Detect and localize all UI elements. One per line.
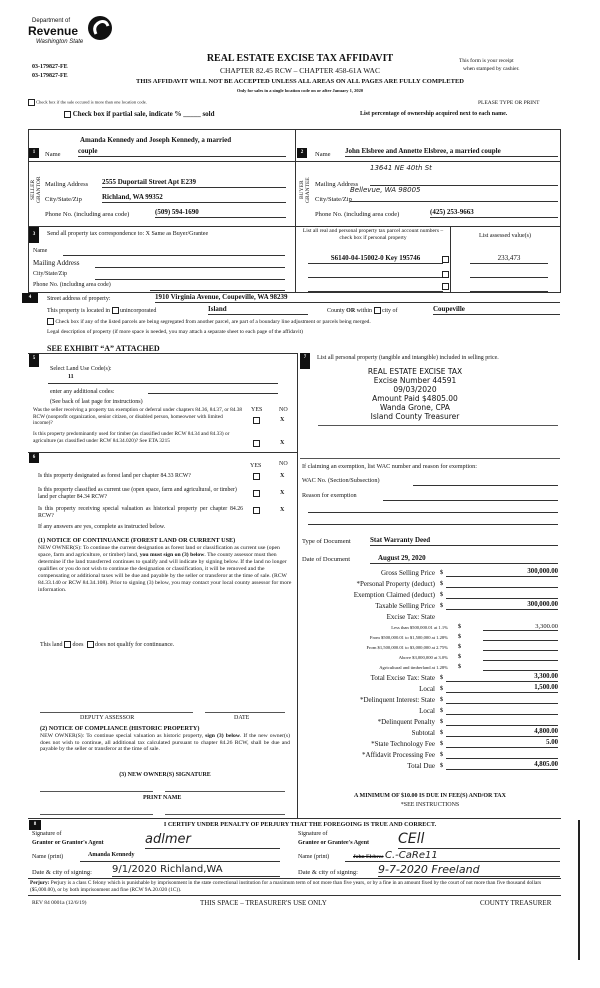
- dollar-sign: $: [440, 686, 443, 692]
- personal-property-checkbox[interactable]: [442, 283, 449, 290]
- seller-city-field[interactable]: Richland, WA 99352: [102, 193, 286, 203]
- sig-of-label: Signature of: [32, 831, 62, 837]
- section-number: 2: [297, 148, 307, 158]
- county-or-city: [327, 307, 398, 314]
- unincorporated-checkbox[interactable]: [112, 307, 119, 314]
- question-text: Is this property classified as current use (open space, farm and agricultural, or timber) land per chapter 84.34 RCW?: [38, 487, 237, 500]
- tax-line-label: Local: [419, 707, 435, 715]
- treasurer-space-label: THIS SPACE – TREASURER'S USE ONLY: [200, 899, 327, 907]
- county-treasurer-label: COUNTY TREASURER: [480, 899, 552, 907]
- dollar-sign: $: [458, 654, 461, 660]
- minimum-note: A MINIMUM OF $10.00 IS DUE IN FEE(S) AND/OR TAX: [354, 793, 506, 799]
- dollar-sign: $: [458, 634, 461, 640]
- tax-calculation: [300, 567, 560, 782]
- tax-line: [300, 622, 560, 632]
- section-number: 3: [29, 227, 39, 243]
- seller-city-label: City/State/Zip: [45, 196, 82, 203]
- dollar-sign: $: [440, 697, 443, 703]
- partial-sale-row: [64, 110, 215, 118]
- notice1-text: [38, 545, 292, 594]
- dollar-sign: $: [458, 624, 461, 630]
- assessed-value-field[interactable]: [470, 268, 548, 278]
- tax-line: [300, 600, 560, 611]
- stamp-line: Excise Number 44591: [373, 376, 457, 385]
- tax-line-label: *Personal Property (deduct): [356, 580, 435, 588]
- dollar-sign: $: [458, 664, 461, 670]
- tax-line-label: Above $3,000,000 at 3.0%: [398, 655, 448, 660]
- within-label: within: [356, 307, 373, 314]
- buyer-phone-label: Phone No. (including area code): [315, 211, 400, 218]
- stamp-line: Island County Treasurer: [370, 412, 460, 421]
- dollar-sign: $: [440, 592, 443, 598]
- notice2-part: . If the new owner(s) does not wish to continue, all additional tax calculated pursuant to chapter 84.26 RCW, shall be due and payable by the seller or transferor at the time of sale.: [40, 733, 290, 753]
- tax-line-value[interactable]: [446, 694, 558, 704]
- dor-logo-icon: [86, 14, 114, 42]
- segregated-checkbox[interactable]: [47, 318, 54, 325]
- tax-line-value[interactable]: [446, 705, 558, 715]
- question-text: Is this property designated as forest land per chapter 84.33 RCW?: [38, 473, 191, 479]
- tax-line: [300, 716, 560, 727]
- tax-line-value[interactable]: [446, 578, 558, 588]
- section-number: 8: [29, 820, 41, 830]
- tax-line-value[interactable]: [446, 716, 558, 726]
- question-text: Is this property predominantly used for timber (as classified under RCW 84.34 and 84.33) or agriculture (as classified under RCW 84.34.020)? See ETA 3215: [33, 431, 230, 444]
- dollar-sign: $: [440, 763, 443, 769]
- doc-type-label: Type of Document: [302, 538, 351, 545]
- grantee-name-field[interactable]: [345, 851, 560, 862]
- tax-line-label: From $1,500,000.01 to $3,000,000 at 2.75%: [366, 645, 448, 650]
- tax-line: [300, 642, 560, 652]
- grantor-date-field[interactable]: 9/1/2020 Richland,WA: [112, 864, 280, 877]
- no-header: NO: [279, 407, 288, 413]
- seller-mail-label: Mailing Address: [45, 181, 89, 188]
- corr-name-label: Name: [33, 248, 48, 254]
- additional-codes-label: enter any additional codes:: [50, 389, 115, 395]
- corr-phone-field[interactable]: [150, 281, 285, 291]
- grantor-agent-label: Grantor or Grantor's Agent: [32, 840, 104, 846]
- no-answer[interactable]: X: [280, 507, 285, 513]
- receipt-note: This form is your receipt: [459, 58, 514, 64]
- dollar-sign: $: [440, 730, 443, 736]
- section-number: 4: [22, 293, 38, 303]
- tax-line-value[interactable]: [483, 632, 558, 641]
- tax-line-value[interactable]: 300,000.00: [446, 600, 558, 610]
- does-not-label: does not qualify for continuance.: [95, 641, 175, 648]
- doc-id: 03-179827-FE: [32, 64, 68, 70]
- see-instructions: *SEE INSTRUCTIONS: [400, 802, 460, 808]
- street-label: Street address of property:: [47, 296, 111, 302]
- section-number: 6: [29, 453, 39, 463]
- tax-line-value[interactable]: 1,500.00: [446, 683, 558, 693]
- reason-label: Reason for exemption: [302, 492, 357, 499]
- buyer-name-label: Name: [315, 151, 331, 158]
- tax-line-label: Local: [419, 685, 435, 693]
- values-header: List assessed value(s): [479, 233, 531, 239]
- yes-header: YES: [251, 407, 263, 413]
- form-revision: REV 84 0001a (12/6/19): [32, 900, 87, 906]
- dollar-sign: $: [440, 719, 443, 725]
- segregated-label: Check box if any of the listed parcels are being segregated from another parcel, are part of a boundary line adjustment or parcels being merged.: [55, 318, 371, 325]
- tax-line: [300, 632, 560, 642]
- dollar-sign: $: [440, 741, 443, 747]
- name-print-label: Name (print): [298, 854, 330, 860]
- continuance-row: [40, 641, 174, 648]
- notice1-part: NEW OWNER(S): To continue the current designation as forest land or classification as current use (open space, farm and agriculture, or timber) land,: [38, 545, 280, 558]
- tax-line: [300, 683, 560, 694]
- doc-type-field[interactable]: Stat Warranty Deed: [370, 536, 558, 546]
- seller-phone-field[interactable]: (509) 594-1690: [155, 208, 286, 218]
- tax-line: [300, 611, 560, 622]
- legal-description-value[interactable]: SEE EXHIBIT “A” ATTACHED: [47, 344, 160, 353]
- tax-line: [300, 760, 560, 771]
- street-address-field[interactable]: 1910 Virginia Avenue, Coupeville, WA 98239: [155, 293, 560, 303]
- seller-name[interactable]: Amanda Kennedy and Joseph Kennedy, a married: [80, 136, 232, 144]
- dollar-sign: $: [440, 603, 443, 609]
- tax-line: [300, 705, 560, 716]
- parcel-number-field[interactable]: S6140-04-15002-0 Key 195746: [308, 254, 443, 264]
- tax-line-value[interactable]: 300,000.00: [446, 567, 558, 577]
- notice2-bold: sign (3) below: [205, 733, 240, 739]
- notice1-bold: you must sign on (3) below: [139, 552, 205, 558]
- certify-statement: I CERTIFY UNDER PENALTY OF PERJURY THAT THE FOREGOING IS TRUE AND CORRECT.: [163, 821, 437, 828]
- city-of-label: city of: [382, 307, 398, 314]
- legal-description-label: Legal description of property (if more space is needed, you may attach a separate sheet to each page of the affidavit): [47, 329, 303, 335]
- tax-line-value[interactable]: [483, 652, 558, 661]
- tax-line-value[interactable]: 4,800.00: [446, 727, 558, 737]
- tax-line-label: Excise Tax: State: [386, 613, 435, 621]
- seller-name-label: Name: [45, 151, 61, 158]
- buyer-city-field[interactable]: Bellevue, WA 98005: [350, 186, 558, 202]
- grantor-signature[interactable]: adlmer: [145, 832, 280, 849]
- partial-sale-checkbox[interactable]: [64, 111, 71, 118]
- wac-label: WAC No. (Section/Subsection): [302, 477, 380, 484]
- yes-checkbox[interactable]: [253, 473, 260, 480]
- reason-field[interactable]: [308, 515, 558, 525]
- no-answer[interactable]: X: [280, 490, 285, 496]
- this-land-label: This land: [40, 641, 63, 648]
- treasurer-stamp: [345, 367, 485, 421]
- or-label: OR: [346, 307, 356, 314]
- tax-line-label: *Affidavit Processing Fee: [362, 751, 435, 759]
- grantee-date-field[interactable]: 9-7-2020 Freeland: [378, 864, 560, 877]
- tax-line-value[interactable]: [446, 589, 558, 599]
- buyer-grantee-label: BUYER GRANTEE: [299, 177, 311, 203]
- tax-line: [300, 727, 560, 738]
- parcel-number-field[interactable]: [308, 268, 443, 278]
- date-city-label: Date & city of signing:: [32, 869, 92, 876]
- section-number: 7: [300, 353, 310, 369]
- buyer-phone-field[interactable]: (425) 253-9663: [430, 208, 558, 218]
- tax-line-label: Subtotal: [411, 729, 435, 737]
- buyer-mail-field[interactable]: 13641 NE 40th St: [370, 164, 558, 186]
- reason-field[interactable]: [383, 491, 558, 501]
- dollar-sign: $: [440, 708, 443, 714]
- ownership-note: List percentage of ownership acquired next to each name.: [360, 111, 508, 117]
- seller-name-line2[interactable]: couple: [78, 147, 286, 157]
- dollar-sign: $: [440, 570, 443, 576]
- does-label: does: [72, 641, 84, 648]
- tax-line-label: *Delinquent Interest: State: [359, 696, 435, 704]
- question-text: Was the seller receiving a property tax exemption or deferral under chapters 84.36, 84.37, or 84.38 RCW (nonprofit organization, senior citizen, or disabled person, homeowner with limited income)?: [33, 407, 243, 426]
- tax-line-label: Less than $500,000.01 at 1.1%: [391, 625, 448, 630]
- stamp-line: Wanda Grone, CPA: [380, 403, 450, 412]
- tax-line-label: Total Excise Tax: State: [370, 674, 435, 682]
- doc-date-field[interactable]: August 29, 2020: [370, 554, 558, 564]
- if-yes-note: If any answers are yes, complete as instructed below.: [38, 524, 166, 530]
- grantor-name-field[interactable]: Amanda Kennedy: [80, 852, 280, 862]
- unincorporated-label: unincorporated: [120, 307, 157, 314]
- yes-checkbox[interactable]: [253, 507, 260, 514]
- land-use-label: Select Land Use Code(s):: [50, 366, 112, 372]
- print-name-line[interactable]: [165, 814, 285, 815]
- tax-line: [300, 567, 560, 578]
- tax-line-label: Taxable Selling Price: [375, 602, 435, 610]
- personal-property-label: List all personal property (tangible and intangible) included in selling price.: [317, 355, 499, 361]
- dollar-sign: $: [440, 581, 443, 587]
- reason-field[interactable]: [308, 503, 558, 513]
- tax-line: [300, 672, 560, 683]
- new-owner-signature-label: (3) NEW OWNER(S) SIGNATURE: [119, 772, 211, 778]
- segregated-row: [47, 318, 371, 325]
- personal-property-checkbox[interactable]: [442, 256, 449, 263]
- tax-line-value[interactable]: 5.00: [446, 738, 558, 748]
- logo-line1: Department of: [32, 18, 71, 24]
- corr-phone-label: Phone No. (including area code): [33, 282, 111, 288]
- tax-line-label: Total Due: [407, 762, 435, 770]
- tax-line-label: *Delinquent Penalty: [377, 718, 435, 726]
- assessed-value-field[interactable]: [470, 282, 548, 292]
- corr-city-label: City/State/Zip: [33, 271, 67, 277]
- signature-line[interactable]: [40, 791, 153, 792]
- yes-header: YES: [250, 463, 262, 469]
- tax-line-label: Exemption Claimed (deduct): [353, 591, 435, 599]
- doc-id: 03-179827-FE: [32, 73, 68, 79]
- signature-line[interactable]: [165, 791, 285, 792]
- seller-mail-field[interactable]: 2555 Duportail Street Apt E239: [102, 178, 286, 188]
- tax-line: [300, 749, 560, 760]
- tax-line: [300, 694, 560, 705]
- does-not-checkbox[interactable]: [87, 641, 94, 648]
- assessed-value-field[interactable]: 233,473: [470, 254, 548, 264]
- no-answer[interactable]: X: [280, 440, 285, 446]
- notice1-title: (1) NOTICE OF CONTINUANCE (FOREST LAND OR CURRENT USE): [38, 537, 236, 544]
- no-answer[interactable]: X: [280, 473, 285, 479]
- corr-name-field[interactable]: [63, 246, 285, 256]
- print-name-line[interactable]: [40, 814, 153, 815]
- yes-checkbox[interactable]: [253, 440, 260, 447]
- multi-location-label: Check box if the sale occured is more than one location code.: [36, 99, 147, 105]
- buyer-mail-label: Mailing Address: [315, 181, 359, 188]
- notice1-part: . The county assessor must then determine if the land transferred continues to qualify and will indicate by signing below. If the land no longer qualifies or you do not wish to continue the designation or classification, it will be removed and the compensating or additional taxes will be due and payable by the seller or transferor at the time of sale. (RCW 84.33.140 or RCW 84.34.108). Prior to signing (3) below, you may contact your local county assessor for more information.: [38, 552, 292, 593]
- corr-mail-label: Mailing Address: [33, 259, 80, 267]
- dollar-sign: $: [458, 644, 461, 650]
- located-label: This property is located in: [47, 307, 110, 314]
- notice2-title: (2) NOTICE OF COMPLIANCE (HISTORIC PROPERTY): [40, 725, 200, 732]
- tax-line: [300, 589, 560, 600]
- corr-mail-field[interactable]: [95, 258, 285, 268]
- grantee-signature[interactable]: CEll: [398, 831, 560, 849]
- no-answer[interactable]: X: [280, 417, 285, 423]
- seller-grantor-label: SELLER GRANTOR: [30, 176, 42, 204]
- tax-line: [300, 662, 560, 672]
- personal-property-checkbox[interactable]: [442, 271, 449, 278]
- perjury-label: Perjury:: [30, 880, 50, 886]
- buyer-name-field[interactable]: John Elsbree and Annette Elsbree, a married couple: [345, 147, 558, 157]
- dollar-sign: $: [440, 752, 443, 758]
- grantee-agent-label: Grantee or Grantee's Agent: [298, 840, 370, 846]
- sig-of-label: Signature of: [298, 831, 328, 837]
- notice2-part: NEW OWNER(S): To continue special valuation as historic property,: [40, 733, 206, 739]
- does-checkbox[interactable]: [64, 641, 71, 648]
- see-back-note: (See back of last page for instructions): [50, 399, 143, 405]
- perjury-text: Perjury is a class C felony which is punishable by imprisonment in the state correctional institution for a maximum term of not more than five years, or by a fine in an amount fixed by the court of not more than five thousand dollars ($5,000.00), or by both imprisonment and fine (RCW 9A.20.020 (1C)).: [30, 880, 542, 893]
- doc-date-label: Date of Document: [302, 556, 351, 563]
- county-label: County: [327, 307, 345, 314]
- additional-codes-field[interactable]: [148, 384, 278, 394]
- form-only-for: Only for sales in a single location code on or after January 1, 2020: [236, 88, 364, 93]
- corr-city-field[interactable]: [95, 270, 285, 280]
- form-warning: THIS AFFIDAVIT WILL NOT BE ACCEPTED UNLESS ALL AREAS ON ALL PAGES ARE FULLY COMPLETED: [136, 78, 464, 85]
- parcels-header: List all real and personal property tax parcel account numbers – check box if personal property: [302, 228, 444, 241]
- date-label: DATE: [234, 715, 250, 721]
- date-city-label: Date & city of signing:: [298, 869, 358, 876]
- section-number: 1: [29, 148, 39, 158]
- yes-checkbox[interactable]: [253, 490, 260, 497]
- section-number: 5: [29, 354, 39, 367]
- print-name-label: PRINT NAME: [143, 795, 182, 801]
- grantee-name-handwritten: C.-CaRe11: [385, 850, 438, 861]
- tax-line-value[interactable]: 4,805.00: [446, 760, 558, 770]
- tax-line: [300, 578, 560, 589]
- city-field[interactable]: Coupeville: [433, 305, 560, 315]
- please-type: PLEASE TYPE OR PRINT: [478, 100, 540, 106]
- correspondence-label: Send all property tax correspondence to: X Same as Buyer/Grantee: [47, 231, 209, 237]
- question-text: Is this property receiving special valuation as historical property per chapter 84.26 RCW?: [38, 506, 243, 519]
- no-header: NO: [279, 461, 288, 467]
- tax-line-value[interactable]: [483, 642, 558, 651]
- land-use-code-field[interactable]: 11: [48, 374, 278, 384]
- tax-line: [300, 652, 560, 662]
- multi-location-checkbox[interactable]: [28, 99, 35, 106]
- grantee-name-struck: John Elsbree: [353, 854, 384, 860]
- receipt-note: when stamped by cashier.: [463, 66, 520, 72]
- seller-phone-label: Phone No. (including area code): [45, 211, 130, 218]
- county-field[interactable]: Island: [208, 305, 308, 315]
- tax-line-value[interactable]: 3,300.00: [483, 622, 558, 631]
- dollar-sign: $: [440, 675, 443, 681]
- location-row: [47, 307, 156, 314]
- tax-line-value[interactable]: [483, 662, 558, 671]
- exemption-label: If claiming an exemption, list WAC number and reason for exemption:: [302, 463, 477, 470]
- tax-line-label: *State Technology Fee: [371, 740, 435, 748]
- stamp-line: Amount Paid $4805.00: [372, 394, 458, 403]
- city-checkbox[interactable]: [374, 307, 381, 314]
- deputy-assessor-label: DEPUTY ASSESSOR: [80, 715, 135, 721]
- perjury-note: [30, 880, 560, 894]
- tax-line-label: Gross Selling Price: [380, 569, 435, 577]
- yes-checkbox[interactable]: [253, 417, 260, 424]
- stamp-line: REAL ESTATE EXCISE TAX: [367, 367, 463, 376]
- form-title: REAL ESTATE EXCISE TAX AFFIDAVIT: [206, 53, 394, 64]
- logo-line3: Washington State: [36, 39, 84, 45]
- parcel-number-field[interactable]: [308, 282, 443, 292]
- dor-logo: [28, 14, 118, 50]
- multi-location-row: [28, 99, 147, 106]
- tax-line-label: From $500,000.01 to $1,500,000 at 1.28%: [369, 635, 448, 640]
- stamp-line: 09/03/2020: [393, 385, 437, 394]
- notice2-text: [40, 733, 290, 753]
- partial-sale-label: Check box if partial sale, indicate % _____ sold: [72, 110, 215, 118]
- logo-line2: Revenue: [28, 24, 79, 38]
- form-chapter: CHAPTER 82.45 RCW – CHAPTER 458-61A WAC: [220, 66, 380, 75]
- tax-line-value[interactable]: [446, 749, 558, 759]
- wac-field[interactable]: [413, 476, 558, 486]
- name-print-label: Name (print): [32, 854, 64, 860]
- tax-line-value[interactable]: 3,300.00: [446, 672, 558, 682]
- tax-line-label: Agricultural and timberland at 1.28%: [379, 665, 448, 670]
- tax-line: [300, 738, 560, 749]
- buyer-city-label: City/State/Zip: [315, 196, 352, 203]
